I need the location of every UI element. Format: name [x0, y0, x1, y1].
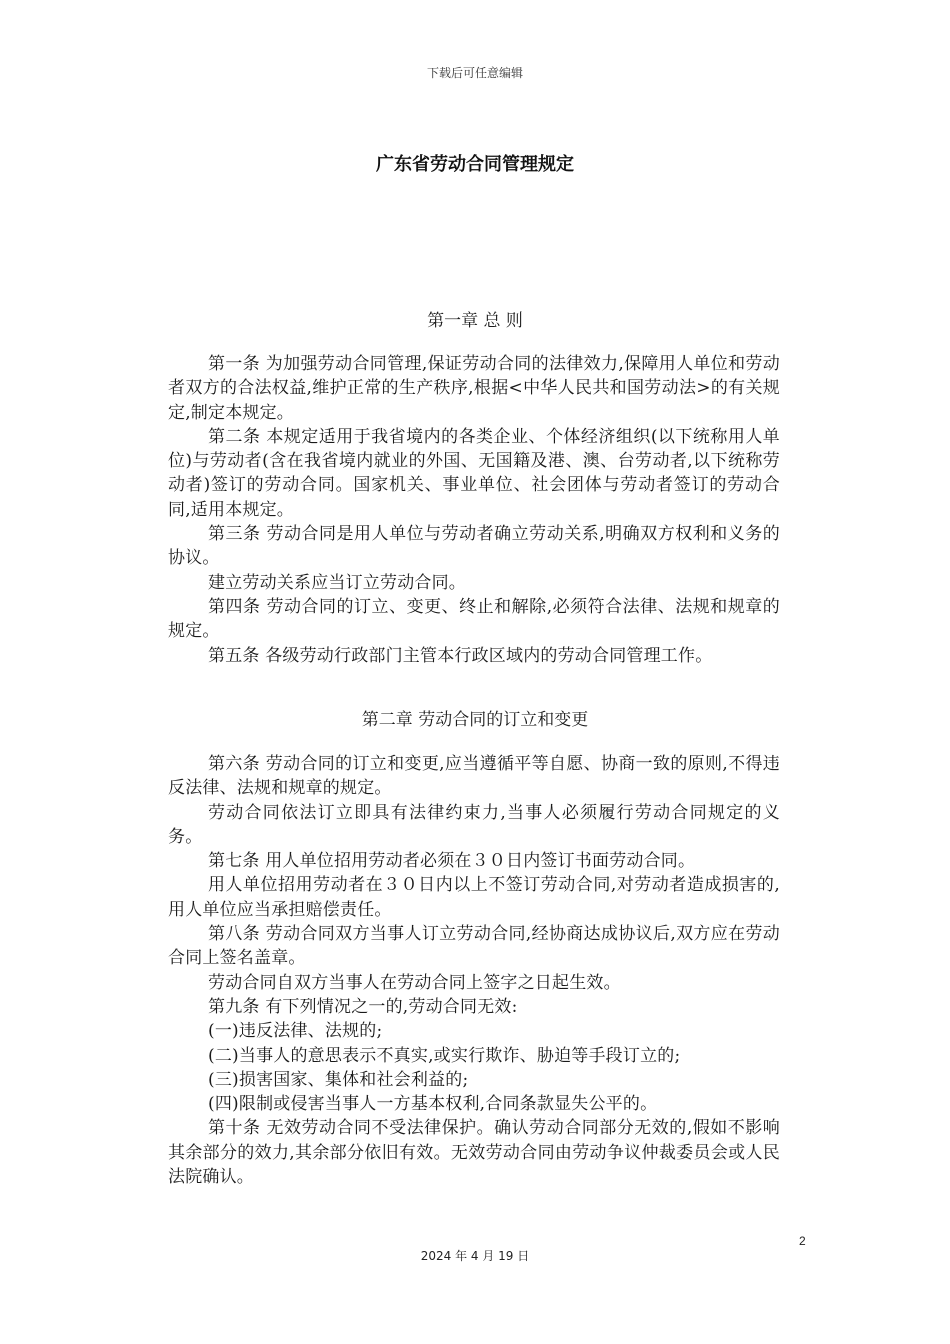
article-1: 第一条 为加强劳动合同管理,保证劳动合同的法律效力,保障用人单位和劳动者双方的合法权益,维护正常的生产秩序,根据<中华人民共和国劳动法>的有关规定,制定本规定。	[168, 354, 780, 423]
article-8-clause: 劳动合同自双方当事人在劳动合同上签字之日起生效。	[208, 972, 621, 993]
article-9: 第九条 有下列情况之一的,劳动合同无效:	[208, 996, 518, 1017]
footer-date: 2024 年 4 月 19 日	[420, 1249, 530, 1263]
article-9-item-2: (二)当事人的意思表示不真实,或实行欺诈、胁迫等手段订立的;	[208, 1045, 681, 1066]
article-10: 第十条 无效劳动合同不受法律保护。确认劳动合同部分无效的,假如不影响其余部分的效力,其余部分依旧有效。无效劳动合同由劳动争议仲裁委员会或人民法院确认。	[168, 1118, 780, 1188]
page-number: 2	[799, 1234, 806, 1248]
chapter-1-body	[168, 352, 780, 668]
chapter-2-heading: 第二章 劳动合同的订立和变更	[361, 710, 589, 730]
article-2: 第二条 本规定适用于我省境内的各类企业、个体经济组织(以下统称用人单位)与劳动者(含在我省境内就业的外国、无国籍及港、澳、台劳动者,以下统称劳动者)签订的劳动合同。国家机关、事业单位、社会团体与劳动者签订的劳动合同,适用本规定。	[168, 426, 780, 520]
header-note: 下载后可任意编辑	[426, 66, 523, 80]
article-6-clause: 劳动合同依法订立即具有法律约束力,当事人必须履行劳动合同规定的义务。	[168, 802, 780, 847]
article-8: 第八条 劳动合同双方当事人订立劳动合同,经协商达成协议后,双方应在劳动合同上签名盖章。	[168, 924, 780, 969]
article-9-item-3: (三)损害国家、集体和社会利益的;	[208, 1069, 469, 1090]
document-title: 广东省劳动合同管理规定	[376, 154, 574, 175]
chapter-1-heading: 第一章 总 则	[427, 311, 523, 331]
article-3: 第三条 劳动合同是用人单位与劳动者确立劳动关系,明确双方权利和义务的协议。	[168, 524, 780, 569]
chapter-2-body	[168, 752, 780, 1189]
article-3-clause: 建立劳动关系应当订立劳动合同。	[208, 572, 466, 593]
article-4: 第四条 劳动合同的订立、变更、终止和解除,必须符合法律、法规和规章的规定。	[168, 596, 780, 642]
article-9-item-1: (一)违反法律、法规的;	[208, 1021, 383, 1042]
article-7-clause: 用人单位招用劳动者在３０日内以上不签订劳动合同,对劳动者造成损害的,用人单位应当承担赔偿责任。	[168, 875, 780, 920]
article-7: 第七条 用人单位招用劳动者必须在３０日内签订书面劳动合同。	[208, 851, 696, 872]
article-9-item-4: (四)限制或侵害当事人一方基本权利,合同条款显失公平的。	[208, 1094, 658, 1115]
article-5: 第五条 各级劳动行政部门主管本行政区域内的劳动合同管理工作。	[208, 645, 713, 666]
article-6: 第六条 劳动合同的订立和变更,应当遵循平等自愿、协商一致的原则,不得违反法律、法规和规章的规定。	[168, 754, 780, 799]
